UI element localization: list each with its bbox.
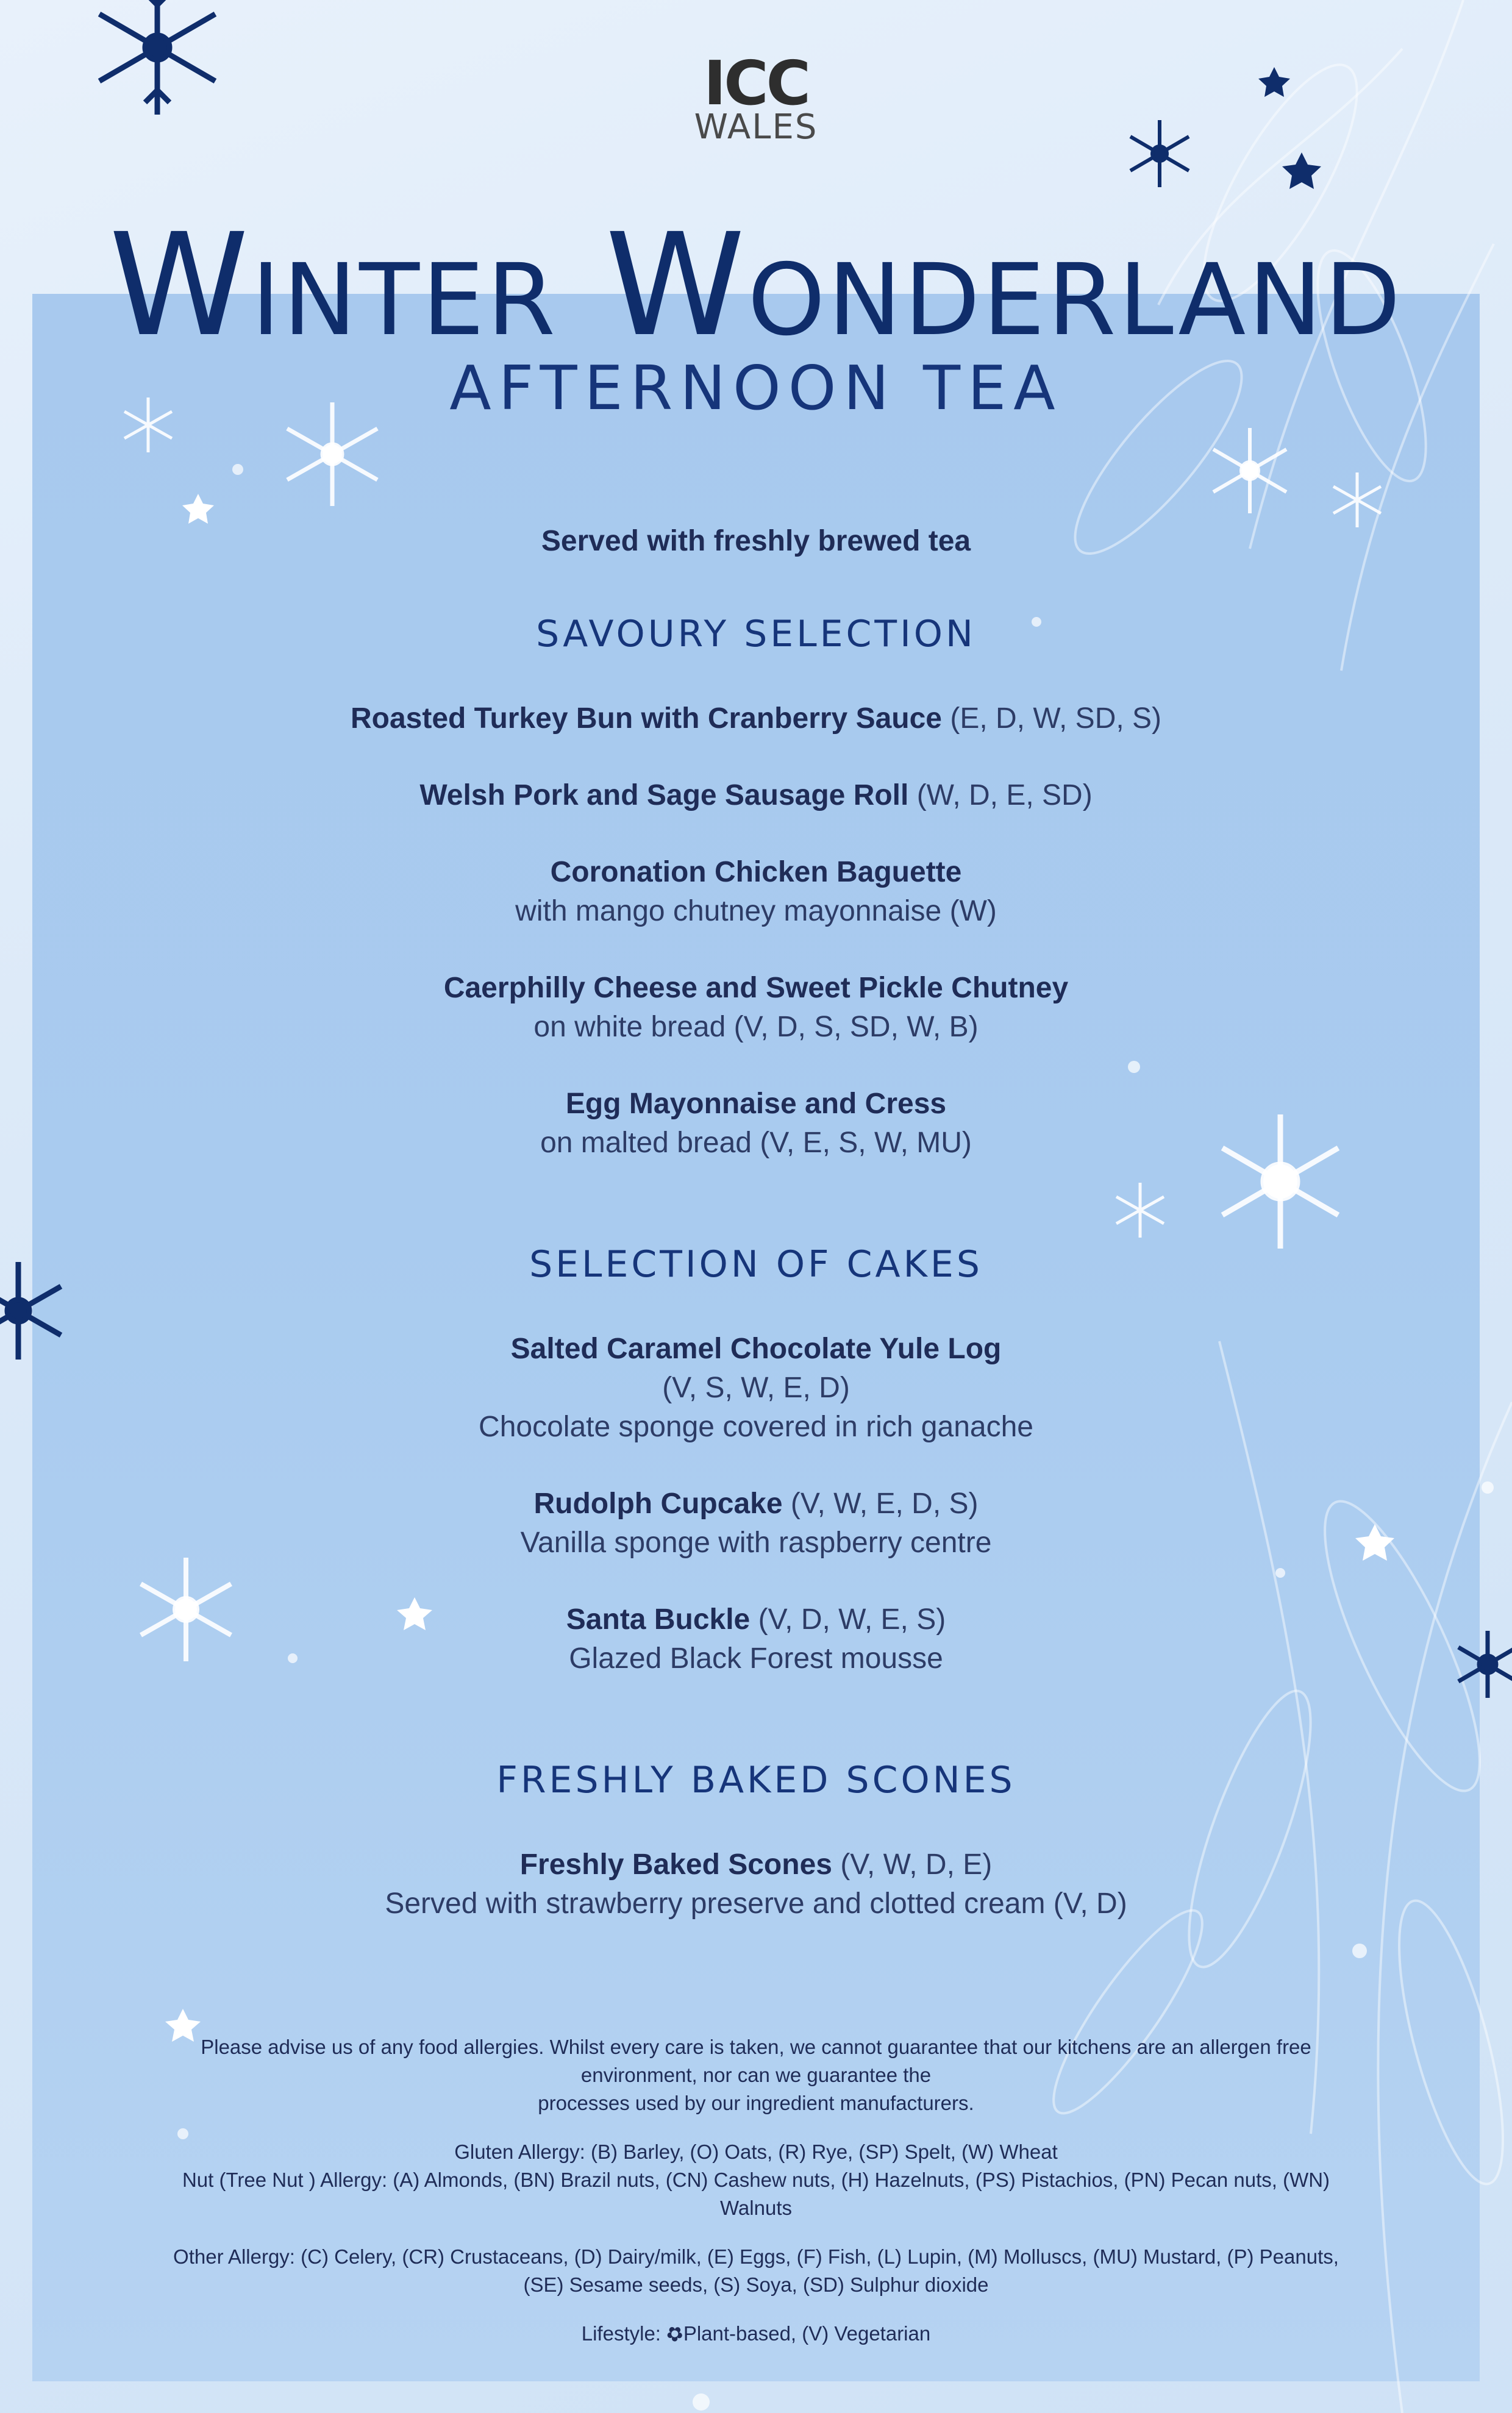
nut-allergy-line: Nut (Tree Nut ) Allergy: (A) Almonds, (BN) Brazil nuts, (CN) Cashew nuts, (H) Hazelnuts, (PS) Pistachios, (PN) Pecan nuts, (WN) — [182, 2169, 1330, 2191]
allergen-footer — [73, 2033, 1439, 2348]
item-description: Served with strawberry preserve and clotted cream (V, D) — [385, 1887, 1127, 1920]
section-title: SAVOURY SELECTION — [536, 613, 976, 655]
disclaimer-line: environment, nor can we guarantee the — [580, 2064, 932, 2086]
item-name: Santa Buckle — [566, 1603, 751, 1636]
page-title: Winter Wonderland — [109, 203, 1403, 368]
menu-item — [0, 1085, 1512, 1163]
nut-allergy-line: Walnuts — [720, 2197, 792, 2219]
menu-content — [0, 524, 1512, 1961]
other-allergy-line: (SE) Sesame seeds, (S) Soya, (SD) Sulphur dioxide — [523, 2273, 989, 2296]
page-subtitle: AFTERNOON TEA — [449, 352, 1063, 424]
item-name: Rudolph Cupcake — [533, 1488, 783, 1520]
item-name: Caerphilly Cheese and Sweet Pickle Chutney — [443, 972, 1069, 1004]
menu-item — [0, 1845, 1512, 1923]
icc-wales-logo — [689, 48, 823, 145]
gluten-allergy-line: Gluten Allergy: (B) Barley, (O) Oats, (R) Rye, (SP) Spelt, (W) Wheat — [454, 2140, 1058, 2163]
item-description: on malted bread (V, E, S, W, MU) — [540, 1127, 972, 1159]
plant-based-leaf-icon: ✿ — [661, 2319, 688, 2348]
menu-item — [0, 969, 1512, 1047]
allergy-disclaimer — [73, 2033, 1439, 2117]
menu-item — [0, 776, 1512, 815]
section-title: FRESHLY BAKED SCONES — [496, 1759, 1016, 1802]
section-savoury — [0, 613, 1512, 1163]
lifestyle-line — [73, 2320, 1439, 2348]
section-cakes — [0, 1243, 1512, 1678]
item-allergens: (E, D, W, SD, S) — [950, 702, 1162, 735]
item-description: Chocolate sponge covered in rich ganache — [479, 1411, 1033, 1443]
item-name: Freshly Baked Scones — [519, 1848, 832, 1881]
item-description: Vanilla sponge with raspberry centre — [520, 1527, 992, 1559]
star-navy-icons — [1258, 67, 1321, 189]
menu-item — [0, 1330, 1512, 1447]
item-name: Egg Mayonnaise and Cress — [565, 1088, 947, 1120]
item-description: with mango chutney mayonnaise (W) — [515, 895, 997, 927]
logo-wales-text: WALES — [694, 107, 818, 147]
menu-item — [0, 1485, 1512, 1563]
item-allergens: (W, D, E, SD) — [916, 779, 1093, 811]
item-description: Glazed Black Forest mousse — [569, 1642, 943, 1675]
other-allergy — [73, 2243, 1439, 2299]
section-title: SELECTION OF CAKES — [529, 1243, 983, 1286]
menu-item — [0, 699, 1512, 738]
menu-item — [0, 1600, 1512, 1678]
menu-item — [0, 853, 1512, 931]
lifestyle-text: Plant-based, (V) Vegetarian — [683, 2322, 931, 2345]
item-allergens: (V, S, W, E, D) — [662, 1372, 850, 1404]
lifestyle-label: Lifestyle: — [581, 2322, 661, 2345]
disclaimer-line: Please advise us of any food allergies. Whilst every care is taken, we cannot guarantee that our kitchens are an allergen free — [201, 2036, 1311, 2058]
item-allergens: (V, W, E, D, S) — [790, 1488, 979, 1520]
item-allergens: (V, D, W, E, S) — [758, 1603, 946, 1636]
logo-icc-text: ICC — [704, 48, 808, 119]
section-scones — [0, 1759, 1512, 1923]
other-allergy-line: Other Allergy: (C) Celery, (CR) Crustaceans, (D) Dairy/milk, (E) Eggs, (F) Fish, (L) Lupin, (M) Molluscs, (MU) Mustard, (P) Peanuts, — [173, 2245, 1339, 2268]
disclaimer-line: processes used by our ingredient manufacturers. — [538, 2092, 974, 2114]
item-name: Coronation Chicken Baguette — [550, 856, 962, 888]
item-name: Salted Caramel Chocolate Yule Log — [510, 1333, 1002, 1365]
item-name: Welsh Pork and Sage Sausage Roll — [419, 779, 909, 811]
allergy-key — [73, 2138, 1439, 2222]
item-name: Roasted Turkey Bun with Cranberry Sauce — [350, 702, 942, 735]
item-allergens: (V, W, D, E) — [840, 1848, 993, 1881]
served-with-note: Served with freshly brewed tea — [541, 525, 971, 557]
item-description: on white bread (V, D, S, SD, W, B) — [533, 1011, 979, 1043]
